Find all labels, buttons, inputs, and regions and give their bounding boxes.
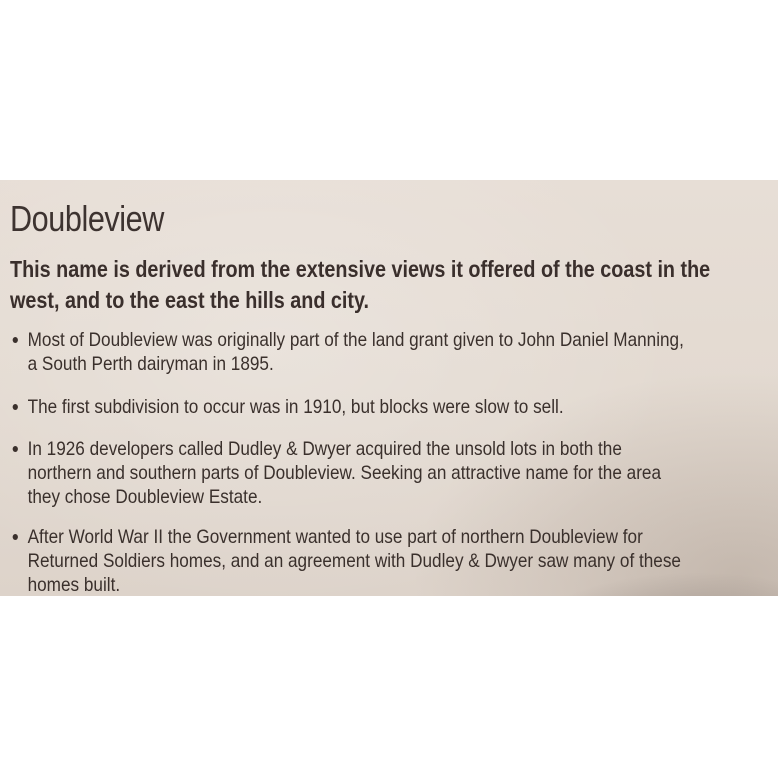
bullet-line: they chose Doubleview Estate. <box>27 486 263 508</box>
bullet-dot-icon <box>13 404 18 410</box>
bullet-line: In 1926 developers called Dudley & Dwyer acquired the unsold lots in both the <box>27 438 622 460</box>
history-bullet-list <box>10 328 776 596</box>
bullet-line: a South Perth dairyman in 1895. <box>27 353 274 375</box>
bullet-dot-icon <box>13 446 18 452</box>
list-item <box>10 328 776 376</box>
list-item <box>10 437 776 509</box>
bullet-line: northern and southern parts of Doubleview. Seeking an attractive name for the area <box>27 462 662 484</box>
bullet-line: homes built. <box>27 574 121 596</box>
bullet-dot-icon <box>13 534 18 540</box>
sign-lead-text <box>10 254 767 316</box>
bullet-dot-icon <box>13 337 18 343</box>
bullet-line: The first subdivision to occur was in 1910, but blocks were slow to sell. <box>27 396 564 418</box>
bullet-line: After World War II the Government wanted to use part of northern Doubleview for <box>27 526 643 548</box>
list-item <box>10 525 776 596</box>
bullet-line: Most of Doubleview was originally part of the land grant given to John Daniel Manning, <box>27 329 684 351</box>
list-item <box>10 395 776 419</box>
bullet-line: Returned Soldiers homes, and an agreement with Dudley & Dwyer saw many of these <box>27 550 681 572</box>
heritage-sign <box>0 180 778 596</box>
lead-line: west, and to the east the hills and city. <box>10 287 370 313</box>
sign-title: Doubleview <box>10 198 164 239</box>
lead-line: This name is derived from the extensive views it offered of the coast in the <box>10 256 711 282</box>
